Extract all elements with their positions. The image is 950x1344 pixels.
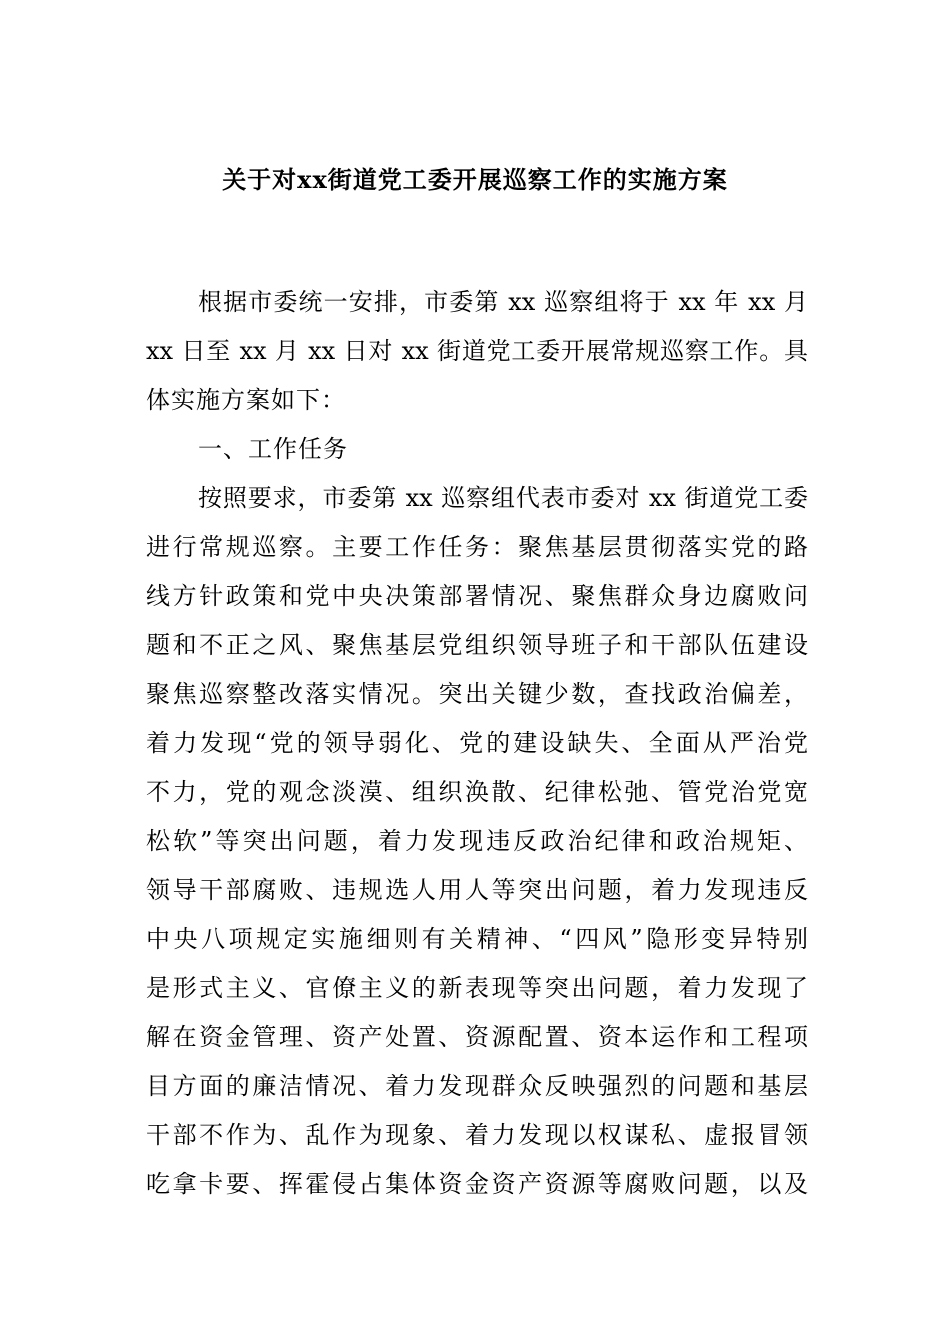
paragraph-line: 题和不正之风、聚焦基层党组织领导班子和干部队伍建设 (146, 631, 808, 659)
paragraph-line: 领导干部腐败、违规选人用人等突出问题，着力发现违反 (146, 876, 808, 904)
paragraph-line: 按照要求，市委第 xx 巡察组代表市委对 xx 街道党工委 (198, 484, 808, 512)
paragraph-line: 目方面的廉洁情况、着力发现群众反映强烈的问题和基层 (146, 1072, 808, 1100)
document-title: 关于对xx街道党工委开展巡察工作的实施方案 (222, 165, 728, 194)
paragraph-line: 线方针政策和党中央决策部署情况、聚焦群众身边腐败问 (146, 582, 808, 610)
paragraph-line: 体实施方案如下： (146, 386, 346, 414)
paragraph-line: 吃拿卡要、挥霍侵占集体资金资产资源等腐败问题，以及 (146, 1170, 808, 1198)
paragraph-line: 干部不作为、乱作为现象、着力发现以权谋私、虚报冒领 (146, 1121, 808, 1149)
paragraph-line: 不力，党的观念淡漠、组织涣散、纪律松弛、管党治党宽 (146, 778, 808, 806)
paragraph-line: 根据市委统一安排，市委第 xx 巡察组将于 xx 年 xx 月 (198, 288, 808, 316)
document-body (146, 278, 808, 1209)
paragraph-line: xx 日至 xx 月 xx 日对 xx 街道党工委开展常规巡察工作。具 (146, 337, 808, 365)
paragraph-line: 聚焦巡察整改落实情况。突出关键少数，查找政治偏差， (146, 680, 808, 708)
section-heading: 一、工作任务 (198, 435, 348, 463)
paragraph-line: 是形式主义、官僚主义的新表现等突出问题，着力发现了 (146, 974, 808, 1002)
paragraph-line: 着力发现“党的领导弱化、党的建设缺失、全面从严治党 (146, 729, 808, 757)
paragraph-line: 松软”等突出问题，着力发现违反政治纪律和政治规矩、 (146, 827, 808, 855)
paragraph-line: 进行常规巡察。主要工作任务：聚焦基层贯彻落实党的路 (146, 533, 808, 561)
paragraph-line: 解在资金管理、资产处置、资源配置、资本运作和工程项 (146, 1023, 808, 1051)
paragraph-line: 中央八项规定实施细则有关精神、“四风”隐形变异特别 (146, 925, 808, 953)
